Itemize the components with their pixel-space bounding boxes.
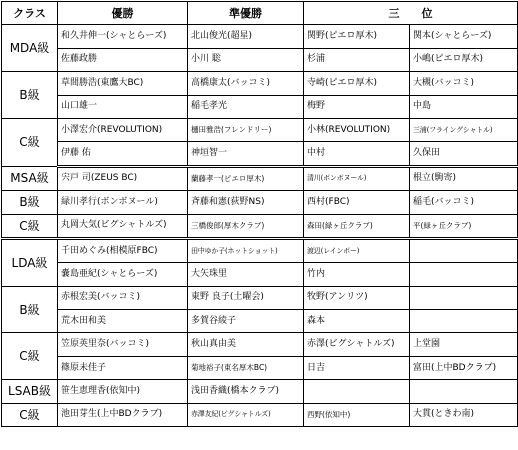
third-cell: 梅野 bbox=[304, 95, 410, 118]
table-row bbox=[2, 214, 518, 238]
winner-cell: 赤根宏美(バッコミ) bbox=[58, 286, 188, 309]
third-cell: 清川(ボンボヌール) bbox=[304, 166, 410, 190]
third-cell: 小嶋(ピエロ厚木) bbox=[410, 48, 518, 71]
third-cell: 中村 bbox=[304, 142, 410, 166]
runner-up-cell: 神垣智一 bbox=[188, 142, 304, 166]
runner-up-cell: 稲毛孝光 bbox=[188, 95, 304, 118]
third-cell: 根立(駒寄) bbox=[410, 166, 518, 190]
table-row bbox=[2, 356, 518, 379]
table-row bbox=[2, 72, 518, 95]
table-row bbox=[2, 142, 518, 166]
table-row bbox=[2, 95, 518, 118]
third-cell: 富田(上中BDクラブ) bbox=[410, 356, 518, 379]
third-cell: 関本(シャとらーズ) bbox=[410, 25, 518, 48]
runner-up-cell: 浅田香織(橋本クラブ) bbox=[188, 380, 304, 403]
class-cell: C級 bbox=[2, 118, 58, 166]
table-row bbox=[2, 263, 518, 286]
class-cell: MDA級 bbox=[2, 25, 58, 72]
class-cell: MSA級 bbox=[2, 166, 58, 190]
winner-cell: 佐藤政勝 bbox=[58, 48, 188, 71]
table-row bbox=[2, 25, 518, 48]
winner-cell: 緑川孝行(ボンボヌール) bbox=[58, 191, 188, 214]
third-cell: 平(緑ヶ丘クラブ) bbox=[410, 214, 518, 238]
third-cell bbox=[410, 263, 518, 286]
table-row bbox=[2, 191, 518, 214]
winner-cell: 和久井伸一(シャとらーズ) bbox=[58, 25, 188, 48]
class-cell: C級 bbox=[2, 333, 58, 380]
class-cell: B級 bbox=[2, 286, 58, 333]
third-cell: 西野(依知中) bbox=[304, 403, 410, 426]
class-cell: B級 bbox=[2, 72, 58, 119]
third-cell: 三浦(フライングシャトル) bbox=[410, 118, 518, 141]
runner-up-cell: 菊地裕子(東名厚木BC) bbox=[188, 356, 304, 379]
table-row bbox=[2, 380, 518, 403]
third-cell: 小林(REVOLUTION) bbox=[304, 118, 410, 141]
third-cell: 西村(FBC) bbox=[304, 191, 410, 214]
third-cell: 大貫(ときわ南) bbox=[410, 403, 518, 426]
winner-cell: 宍戸 司(ZEUS BC) bbox=[58, 166, 188, 190]
runner-up-cell: 赤澤友紀(ビグシャトルズ) bbox=[188, 403, 304, 426]
header-class: クラス bbox=[2, 2, 58, 25]
third-cell: 森本 bbox=[304, 310, 410, 333]
third-cell: 中島 bbox=[410, 95, 518, 118]
runner-up-cell: 斉藤和憲(荻野NS) bbox=[188, 191, 304, 214]
third-cell: 大槻(バッコミ) bbox=[410, 72, 518, 95]
winner-cell: 小澤宏介(REVOLUTION) bbox=[58, 118, 188, 141]
runner-up-cell: 東野 良子(土曜会) bbox=[188, 286, 304, 309]
class-cell: C級 bbox=[2, 403, 58, 426]
third-cell: 寺崎(ピエロ厚木) bbox=[304, 72, 410, 95]
winner-cell: 篠原未佳子 bbox=[58, 356, 188, 379]
third-cell: 上堂園 bbox=[410, 333, 518, 356]
runner-up-cell: 秋山真由美 bbox=[188, 333, 304, 356]
winner-cell: 荒木田和美 bbox=[58, 310, 188, 333]
runner-up-cell: 蘭藤孝一(ピエロ厚木) bbox=[188, 166, 304, 190]
winner-cell: 伊藤 佑 bbox=[58, 142, 188, 166]
third-cell bbox=[304, 380, 410, 403]
table-row bbox=[2, 403, 518, 426]
third-cell bbox=[410, 380, 518, 403]
table-row bbox=[2, 286, 518, 309]
class-cell: LSAB級 bbox=[2, 380, 58, 403]
table-row bbox=[2, 333, 518, 356]
table-row bbox=[2, 118, 518, 141]
header-row bbox=[2, 2, 518, 25]
runner-up-cell: 北山俊光(超星) bbox=[188, 25, 304, 48]
winner-cell: 嚢島亜紀(シャとらーズ) bbox=[58, 263, 188, 286]
third-cell: 日吉 bbox=[304, 356, 410, 379]
header-runner-up: 準優勝 bbox=[188, 2, 304, 25]
winner-cell: 山口雄一 bbox=[58, 95, 188, 118]
winner-cell: 草間勝浩(東鷹大BC) bbox=[58, 72, 188, 95]
winner-cell: 丸岡大気(ビグシャトルズ) bbox=[58, 214, 188, 238]
runner-up-cell: 樋田雅浩(フレンドリー) bbox=[188, 118, 304, 141]
winner-cell: 千田めぐみ(相模原FBC) bbox=[58, 238, 188, 262]
third-cell bbox=[410, 238, 518, 262]
winner-cell: 笠原英里奈(バッコミ) bbox=[58, 333, 188, 356]
runner-up-cell: 田中ゆか子(ホットショット) bbox=[188, 238, 304, 262]
winner-cell: 笹生恵理香(依知中) bbox=[58, 380, 188, 403]
class-cell: C級 bbox=[2, 214, 58, 238]
runner-up-cell: 小川 聡 bbox=[188, 48, 304, 71]
third-cell: 杉浦 bbox=[304, 48, 410, 71]
header-winner: 優勝 bbox=[58, 2, 188, 25]
third-cell: 稲毛(バッコミ) bbox=[410, 191, 518, 214]
third-cell: 森田(緑ヶ丘クラブ) bbox=[304, 214, 410, 238]
header-third: 三 位 bbox=[304, 2, 518, 25]
table-row bbox=[2, 48, 518, 71]
third-cell: 久保田 bbox=[410, 142, 518, 166]
third-cell: 竹内 bbox=[304, 263, 410, 286]
third-cell bbox=[410, 286, 518, 309]
winner-cell: 池田芽生(上中BDクラブ) bbox=[58, 403, 188, 426]
third-cell: 関野(ピエロ厚木) bbox=[304, 25, 410, 48]
runner-up-cell: 高橋康太(バッコミ) bbox=[188, 72, 304, 95]
class-cell: B級 bbox=[2, 191, 58, 214]
third-cell: 牧野(アンリツ) bbox=[304, 286, 410, 309]
runner-up-cell: 三橋俊郎(厚木クラブ) bbox=[188, 214, 304, 238]
results-table bbox=[1, 1, 518, 427]
table-row bbox=[2, 238, 518, 262]
third-cell: 渡辺(レインボー) bbox=[304, 238, 410, 262]
class-cell: LDA級 bbox=[2, 238, 58, 286]
third-cell bbox=[410, 310, 518, 333]
table-row bbox=[2, 310, 518, 333]
runner-up-cell: 大矢珠里 bbox=[188, 263, 304, 286]
table-row bbox=[2, 166, 518, 190]
runner-up-cell: 多賀谷綾子 bbox=[188, 310, 304, 333]
third-cell: 赤澤(ビグシャトルズ) bbox=[304, 333, 410, 356]
